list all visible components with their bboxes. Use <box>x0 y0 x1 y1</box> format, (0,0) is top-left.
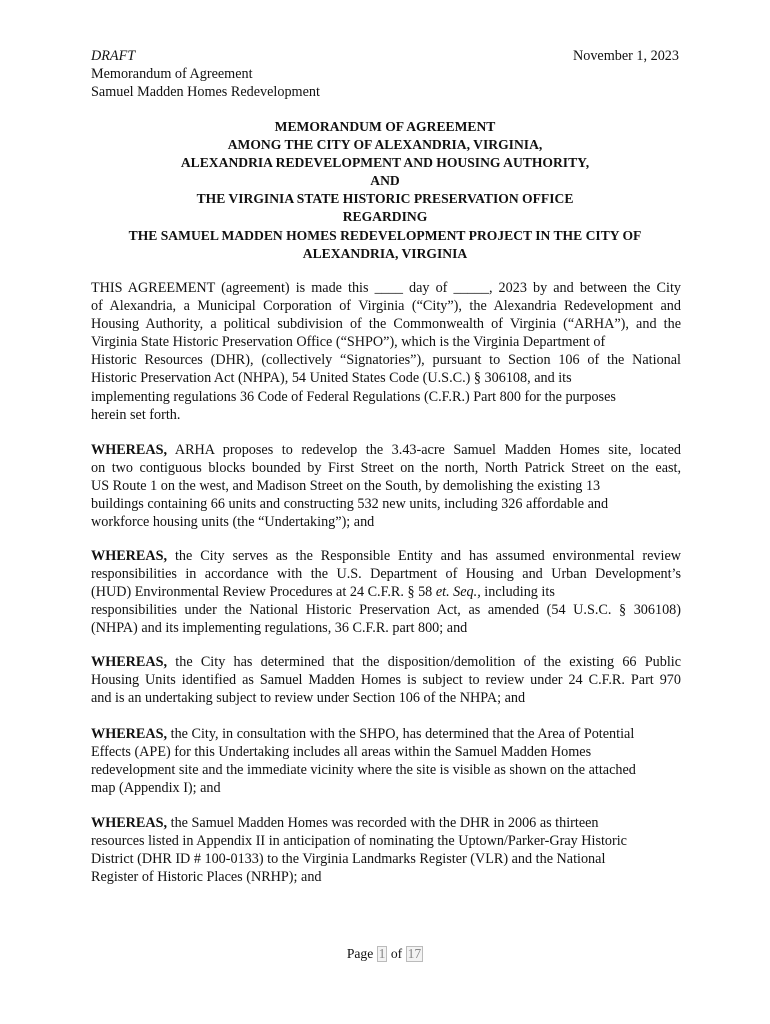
total-pages-field: 17 <box>407 946 422 961</box>
paragraph-line: responsibilities in accordance with the U.S. Department of Housing and Urban Development’s <box>91 566 681 583</box>
clause-text: the City, in consultation with the SHPO, has determined that the Area of Potential <box>167 726 635 742</box>
paragraph-line: resources listed in Appendix II in anticipation of nominating the Uptown/Parker-Gray Historic <box>91 833 627 850</box>
title-line: ALEXANDRIA REDEVELOPMENT AND HOUSING AUTHORITY, <box>180 155 590 171</box>
clause-text: ARHA proposes to redevelop the 3.43-acre Samuel Madden Homes site, located <box>167 442 681 458</box>
paragraph-line: and is an undertaking subject to review under Section 106 of the NHPA; and <box>91 690 526 707</box>
header-project: Samuel Madden Homes Redevelopment <box>91 84 320 100</box>
current-page-field[interactable]: 1 <box>378 946 386 961</box>
whereas-clause-5 <box>91 814 681 886</box>
paragraph-line: Housing Authority, a political subdivision of the Commonwealth of Virginia (“ARHA”), and the <box>91 316 681 333</box>
paragraph-line: map (Appendix I); and <box>91 780 221 797</box>
whereas-label: WHEREAS, <box>91 442 168 458</box>
clause-text: the Samuel Madden Homes was recorded with the DHR in 2006 as thirteen <box>167 815 599 831</box>
paragraph-line: Housing Units identified as Samuel Madden Homes is subject to review under 24 C.F.R. Part 970 <box>91 672 681 689</box>
whereas-clause-2 <box>91 547 681 637</box>
paragraph-line: Virginia State Historic Preservation Office (“SHPO”), which is the Virginia Department of <box>91 334 606 351</box>
whereas-label: WHEREAS, <box>91 815 168 831</box>
paragraph-line: (NHPA) and its implementing regulations, 36 C.F.R. part 800; and <box>91 620 468 637</box>
title-line: REGARDING <box>342 209 428 225</box>
agreement-paragraph <box>91 279 681 424</box>
whereas-clause-3 <box>91 653 681 707</box>
header-doc-type: Memorandum of Agreement <box>91 66 253 82</box>
title-line: AMONG THE CITY OF ALEXANDRIA, VIRGINIA, <box>227 137 543 153</box>
page-word: Page <box>346 946 374 961</box>
title-line: AND <box>370 173 400 189</box>
header-date: November 1, 2023 <box>573 48 679 64</box>
paragraph-line: on two contiguous blocks bounded by First Street on the north, North Patrick Street on the east, <box>91 460 681 477</box>
paragraph-line: Historic Preservation Act (NHPA), 54 United States Code (U.S.C.) § 306108, and its <box>91 370 572 387</box>
paragraph-line: responsibilities under the National Historic Preservation Act, as amended (54 U.S.C. § 306108) <box>91 602 681 619</box>
whereas-clause-1 <box>91 441 681 531</box>
clause-italic-text: et. Seq., <box>435 584 481 601</box>
clause-text: the City has determined that the disposition/demolition of the existing 66 Public <box>167 654 681 670</box>
paragraph-line: of Alexandria, a Municipal Corporation of Virginia (“City”), the Alexandria Redevelopment and <box>91 298 681 315</box>
document-title <box>91 118 679 263</box>
paragraph-line: US Route 1 on the west, and Madison Street on the South, by demolishing the existing 13 <box>91 478 601 495</box>
paragraph-line: buildings containing 66 units and constructing 532 new units, including 326 affordable and <box>91 496 609 513</box>
paragraph-line: Historic Resources (DHR), (collectively “Signatories”), pursuant to Section 106 of the National <box>91 352 681 369</box>
clause-text: (HUD) Environmental Review Procedures at 24 C.F.R. § 58 <box>91 584 436 601</box>
clause-text: including its <box>480 584 555 601</box>
paragraph-line: implementing regulations 36 Code of Federal Regulations (C.F.R.) Part 800 for the purposes <box>91 388 616 405</box>
paragraph-line: redevelopment site and the immediate vicinity where the site is visible as shown on the attached <box>91 762 636 779</box>
title-line: MEMORANDUM OF AGREEMENT <box>274 119 496 134</box>
draft-label: DRAFT <box>91 48 136 64</box>
title-line: ALEXANDRIA, VIRGINIA <box>302 245 468 261</box>
paragraph-line: Effects (APE) for this Undertaking includes all areas within the Samuel Madden Homes <box>91 744 592 761</box>
clause-text: the City serves as the Responsible Entity and has assumed environmental review <box>167 548 681 564</box>
whereas-label: WHEREAS, <box>91 654 168 670</box>
paragraph-line: workforce housing units (the “Undertaking”); and <box>91 514 375 531</box>
whereas-label: WHEREAS, <box>91 726 168 742</box>
of-word: of <box>390 946 403 961</box>
paragraph-line: herein set forth. <box>91 406 181 423</box>
paragraph-line: THIS AGREEMENT (agreement) is made this ____ day of _____, 2023 by and between the City <box>91 280 681 296</box>
whereas-clause-4 <box>91 725 681 797</box>
paragraph-line: District (DHR ID # 100-0133) to the Virginia Landmarks Register (VLR) and the National <box>91 851 606 868</box>
page-footer <box>0 945 770 963</box>
whereas-label: WHEREAS, <box>91 548 168 564</box>
paragraph-line: Register of Historic Places (NRHP); and <box>91 869 322 886</box>
title-line: THE VIRGINIA STATE HISTORIC PRESERVATION OFFICE <box>196 191 574 207</box>
title-line: THE SAMUEL MADDEN HOMES REDEVELOPMENT PROJECT IN THE CITY OF <box>128 227 642 243</box>
